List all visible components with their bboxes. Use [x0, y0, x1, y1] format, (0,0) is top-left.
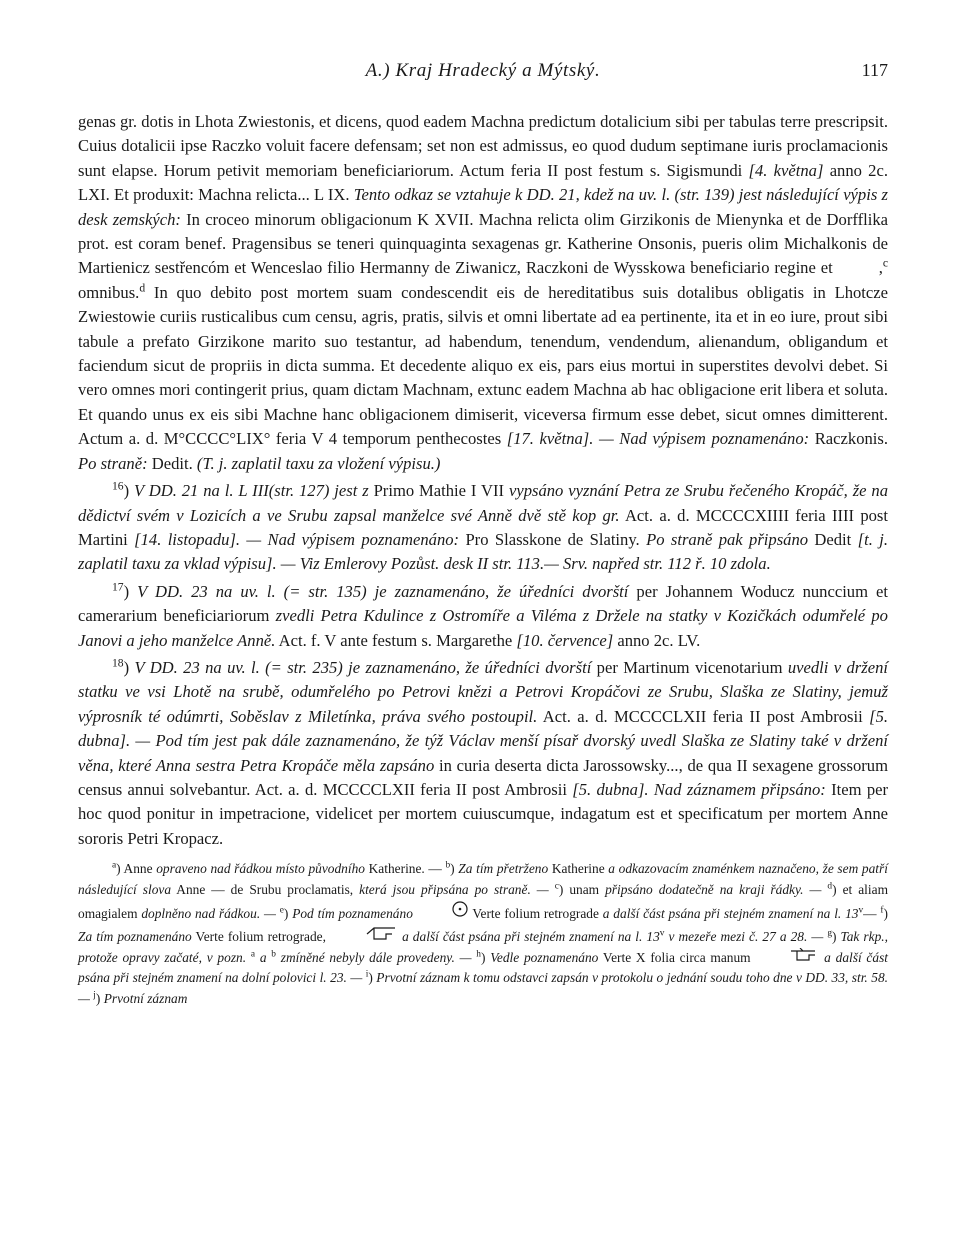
footnote-ref-c: c	[882, 256, 888, 270]
text-run: anno 2c. LXI. Et produxit: Machna relicta... L IX.	[78, 160, 888, 205]
footnote-ref-a: a	[250, 949, 256, 960]
editor-note: [14. listopadu]. — Nad výpisem poznamenáno:	[134, 529, 460, 549]
editor-note: V DD. 21 na l. L III(str. 127) jest z	[134, 481, 369, 501]
footnote-note: a další část psána při stejném znamení na l. 13	[402, 928, 660, 944]
editor-note: V DD. 23 na uv. l. (= str. 135) je zaznamenáno, že úředníci dvorští	[137, 581, 629, 601]
text-run: Primo Mathie I VII	[373, 481, 505, 501]
footnote-note: doplněno nad řádkou. —	[141, 906, 276, 922]
date-note: [10. července]	[516, 630, 614, 650]
footnote-mark: j	[93, 990, 96, 1001]
editor-note: [5. dubna]. Nad záznamem připsáno:	[572, 779, 826, 799]
footnote-note: Prvotní záznam k tomu odstavci zapsán v protokolu o jednání soudu toho dne v DD. 33, str. 58. —	[78, 970, 888, 1006]
footnote-note: připsáno dodatečně na kraji řádky. —	[605, 881, 822, 897]
verso-mark: v	[858, 905, 864, 916]
running-header	[78, 60, 888, 94]
note-number: 18	[112, 656, 124, 670]
footnotes	[78, 859, 888, 1009]
footnote-mark: b	[445, 860, 451, 871]
text-run: in curia deserta dicta Jarossowsky..., de qua II sexagene grossorum census annui solvebantur. Act. a. d. MCCCCLXII feria II post Ambrosii	[78, 755, 888, 799]
editor-note: (T. j. zaplatil taxu za vložení výpisu.)	[196, 453, 441, 473]
footnote-note: a další část psána při stejném znamení na l. 13	[602, 906, 859, 922]
text-run: Raczkonis.	[814, 429, 889, 449]
footnote-note: Prvotní záznam	[103, 990, 188, 1006]
page-number: 117	[861, 60, 888, 80]
editor-note: zvedli Petra Kdulince z Ostromíře a Viléma z Drželе na statky v Kozičkách odumřelé po Janovi a jeho manželce Anně.	[78, 606, 888, 650]
editor-note: Po straně pak připsáno	[646, 529, 809, 549]
footnote-note: Za tím přetrženo	[458, 861, 549, 877]
pointing-hand-icon	[330, 925, 398, 948]
footnote-ref-d: d	[139, 281, 146, 295]
footnote-text: Anne	[123, 861, 153, 877]
text-run: Dedit	[814, 529, 852, 549]
footnote-text: et aliam omagialem	[78, 881, 888, 922]
paragraph-17: $^{17}$) V DD. 23 na uv. l. (= str. 135) je zaznamenáno, že úředníci dvorští per Johannem Woducz nunccium et camerarium beneficiariorum zvedli Petra Kdulince z Ostromíře a Viléma z Drželе na statky v Kozičkách odumřelé po Janovi a jeho manželce Anně. Act. f. V ante festum s. Margarethe [10. července] anno 2c. LV.	[78, 580, 888, 650]
footnote-mark: a	[112, 860, 117, 871]
footnote-mark: c	[554, 881, 559, 892]
footnote-text: Verte folium retrograde,	[195, 928, 326, 944]
footnote-note: opraveno nad řádkou místo původního	[156, 861, 365, 877]
text-run: Act. f. V ante festum s. Margarethe	[278, 630, 513, 650]
text-run: anno 2c. LV.	[617, 630, 701, 650]
pointing-hand-icon-alt	[755, 948, 819, 969]
running-title: A.) Kraj Hradecký a Mýtský.	[365, 60, 601, 81]
footnote-mark: g	[827, 928, 832, 939]
text-run: In quo debito post mortem suam condescendit eis de hereditatibus suis dotalibus obligatis in Lhotcze Zwiestowie curiis rusticalibus cum censu, agris, pratis, silvis et omni libertate ad ea pertinente, ita et in eo iure, prout sibi tabule a prefato Girzikone marito suo testantur, ad habendum, tenendum, vendendum, alienandum, obligandum et faciendum sicut de propriis in dicta summa. Et decedente aliquo ex eis, pars eius mortui in superstites devolvi debet. Si vero omnes mori contingerit prius, quam dictam Machnam, extunc eadem Machna ab hac obligacione erit libera et soluta. Et quando unus ex eis sibi Machne hanc obligacionem dimiserit, viceversa firmum esse debet, sicut omnes dimitterent. Actum a. d. M°CCCC°LIX° feria V 4 temporum penthecostes	[78, 282, 889, 449]
footnote-note: Tak rkp., protože opravy začaté, v pozn.	[78, 928, 888, 965]
paragraph-18: $^{18}$) V DD. 23 na uv. l. (= str. 235) je zaznamenáno, že úředníci dvorští per Martinum vicenotarium uvedli v držení statku ve vsi Lhotě na srubě, odumřelého po Petrovi knězi a Petrovi Kropáčovi ze Srubu, Slaška ze Slatiny, jemuž výprosník té odúmrti, Soběslav z Miletínka, práva svého postoupil. Act. a. d. MCCCCLXII feria II post Ambrosii [5. dubna]. — Pod tím jest pak dále zaznamenáno, že týž Václav menší písař dvorský uvedl Slaška ze Slatiny také v držení věna, které Anna sestra Petra Kropáče měla zapsáno in curia deserta dicta Jarossowsky..., de qua II sexagene grossorum census annui solvebantur. Act. a. d. MCCCCLXII feria II post Ambrosii [5. dubna]. Nad záznamem připsáno: Item per hoc quod ponitur in impetracione, videlicet per mortem cuiuscumque, indagatum est et specificatum per mortem Anne sororis Petri Kropacz.	[78, 656, 889, 848]
editor-note: [5. dubna]. — Pod tím jest pak dále zaznamenáno, že týž Václav menší písař dvorský uvedl Slaška ze Slatiny také v držení věna, které Anna sestra Petra Kropáče měla zapsáno	[78, 706, 889, 775]
editor-note: uvedli v držení statku ve vsi Lhotě na srubě, odumřelého po Petrovi knězi a Petrovi Kropáčovi ze Srubu, Slaška ze Slatiny, jemuž výprosník té odúmrti, Soběslav z Miletínka, práva svého postoupil.	[78, 657, 888, 726]
footnote-text: Katherine	[551, 861, 605, 877]
text-run: per Martinum vicenotarium	[596, 657, 783, 677]
footnote-note: Za tím poznamenáno	[78, 928, 192, 944]
text-run: In croceo minorum obligacionum K XVII. Machna relicta olim Girzikonis de Mienynka et de Dorfflika prot. est coram benef. Pragensibus se teneri quinquaginta sexagenas gr. Katherine Onsonis, pueris olim Michalkonis de Martienicz sestřencóm et Wenceslao filio Hermanny de Ziwanicz, Raczkoni de Wysskowa beneficiario regine et	[78, 209, 888, 278]
verso-mark: v	[659, 928, 665, 939]
footnote-text: Katherine. —	[368, 861, 442, 877]
text-run: Dedit.	[151, 453, 193, 473]
paragraph-16: $^{16}$) V DD. 21 na l. L III(str. 127) jest z Primo Mathie I VII vypsáno vyznání Petra ze Srubu řečeného Kropáč, že na dědictví svém v Lozicích a ve Srubu zapsal manželce své Anně dvě stě kop gr. Act. a. d. MCCCCXIIII feria IIII post Martini [14. listopadu]. — Nad výpisem poznamenáno: Pro Slasskone de Slatiny. Po straně pak připsáno Dedit [t. j. zaplatil taxu za vklad výpisu]. — Viz Emlerovy Pozůst. desk II str. 113.— Srv. napřed str. 112 ř. 10 zdola.	[78, 479, 888, 574]
editor-note: [t. j. zaplatil taxu za vklad výpisu]. — Viz Emlerovy Pozůst. desk II str. 113.— Srv. napřed str. 112 ř. 10 zdola.	[78, 529, 888, 574]
footnote-note: Pod tím poznamenáno	[292, 906, 413, 922]
text-run: Act. a. d. MCCCCXIIII feria IIII post Martini	[78, 505, 888, 549]
main-text	[78, 110, 888, 851]
text-run: genas gr. dotis in Lhota Zwiestonis, et dicens, quod eadem Machna predictum dotalicium sibi per tabulas terre prescripsit. Cuius dotalicii ipse Raczko voluit facere defensam; set non est admissus, eo quod dudum septimane iuris proclamacionis sunt elapse. Horum petivit memoriam beneficiariorum. Actum feria II post festum s. Sigismundi	[78, 112, 888, 180]
date-note: [4. května]	[748, 160, 824, 180]
editor-note: [17. května]. — Nad výpisem poznamenáno:	[506, 429, 810, 449]
footnote-mark: i	[365, 969, 369, 980]
footnote-note: a	[259, 949, 267, 965]
editor-note: Po straně:	[78, 453, 148, 473]
footnote-note: která jsou připsána po straně. —	[359, 881, 549, 897]
text-run: omnibus.	[78, 282, 140, 302]
editor-note: V DD. 23 na uv. l. (= str. 235) je zaznamenáno, že úředníci dvorští	[134, 657, 592, 677]
footnote-block: $^a$) Anne opraveno nad řádkou místo původního Katherine. — $^b$) Za tím přetrženo Katherine a odkazovacím znaménkem naznačeno, že sem patří následující slova Anne — de Srubu proclamatis, která jsou připsána po straně. — $^c$) unam připsáno dodatečně na kraji řádky. — $^d$) et aliam omagialem doplněno nad řádkou. — $^e$) Pod tím poznamenáno Verte folium retrograde a další část psána při stejném znamení na l. 13$^v$— $^f$) Za tím poznamenáno Verte folium retrograde, a další část psána při stejném znamení na l. 13$^v$ v mezeře mezi č. 27 a 28. — $^g$) Tak rkp., protože opravy začaté, v pozn. $^a$ a $^b$ zmíněné nebyly dále provedeny. — $^h$) Vedle poznamenáno Verte X folia circa manum a další část psána při stejném znamení na dolní polovici l. 23. — $^i$) Prvotní záznam k tomu odstavci zapsán v protokolu o jednání soudu toho dne v DD. 33, str. 58. — $^j$) Prvotní záznam	[78, 860, 888, 1006]
footnote-note: a další část psána při stejném znamení na dolní polovici l. 23. —	[78, 949, 888, 986]
footnote-mark: h	[476, 949, 481, 960]
footnote-text: Anne — de Srubu proclamatis,	[176, 881, 354, 897]
circle-dot-mark-icon	[417, 900, 469, 925]
footnote-note: a odkazovacím znaménkem naznačeno, že sem patří následující slova	[78, 861, 888, 897]
footnote-note: zmíněné nebyly dále provedeny. —	[280, 949, 472, 965]
footnote-text: unam	[569, 881, 600, 897]
editor-note: Tento odkaz se vztahuje k DD. 21, kdež na uv. l. (str. 139) jest následující výpis z desk zemských:	[78, 185, 889, 229]
note-number: 16	[112, 479, 124, 493]
text-run: Act. a. d. MCCCCLXII feria II post Ambrosii	[542, 706, 863, 726]
text-run: Pro Slasskone de Slatiny.	[465, 529, 640, 549]
note-number: 17	[112, 580, 124, 594]
text-run: Item per hoc quod ponitur in impetracione, videlicet per mortem cuiuscumque, indagatum est et specificatum per mortem Anne sororis Petri Kropacz.	[78, 779, 889, 848]
footnote-mark: d	[827, 881, 833, 892]
footnote-mark: e	[279, 905, 284, 916]
footnote-text: Verte folium retrograde	[472, 906, 599, 922]
text-run: per Johannem Woducz nunccium et camerarium beneficiariorum	[78, 581, 888, 626]
paragraph-continuation	[78, 110, 888, 476]
text-run: ,	[878, 258, 883, 278]
footnote-ref-b: b	[271, 949, 276, 960]
footnote-note: v mezeře mezi č. 27 a 28. —	[668, 928, 824, 944]
footnote-note: Vedle poznamenáno	[490, 949, 599, 965]
footnote-text: Verte X folia circa manum	[602, 949, 751, 965]
footnote-mark: f	[880, 905, 884, 916]
footnote-text: —	[863, 906, 877, 922]
editor-note: vypsáno vyznání Petra ze Srubu řečeného Kropáč, že na dědictví svém v Lozicích a ve Srubu zapsal manželce své Anně dvě stě kop gr.	[78, 481, 888, 525]
